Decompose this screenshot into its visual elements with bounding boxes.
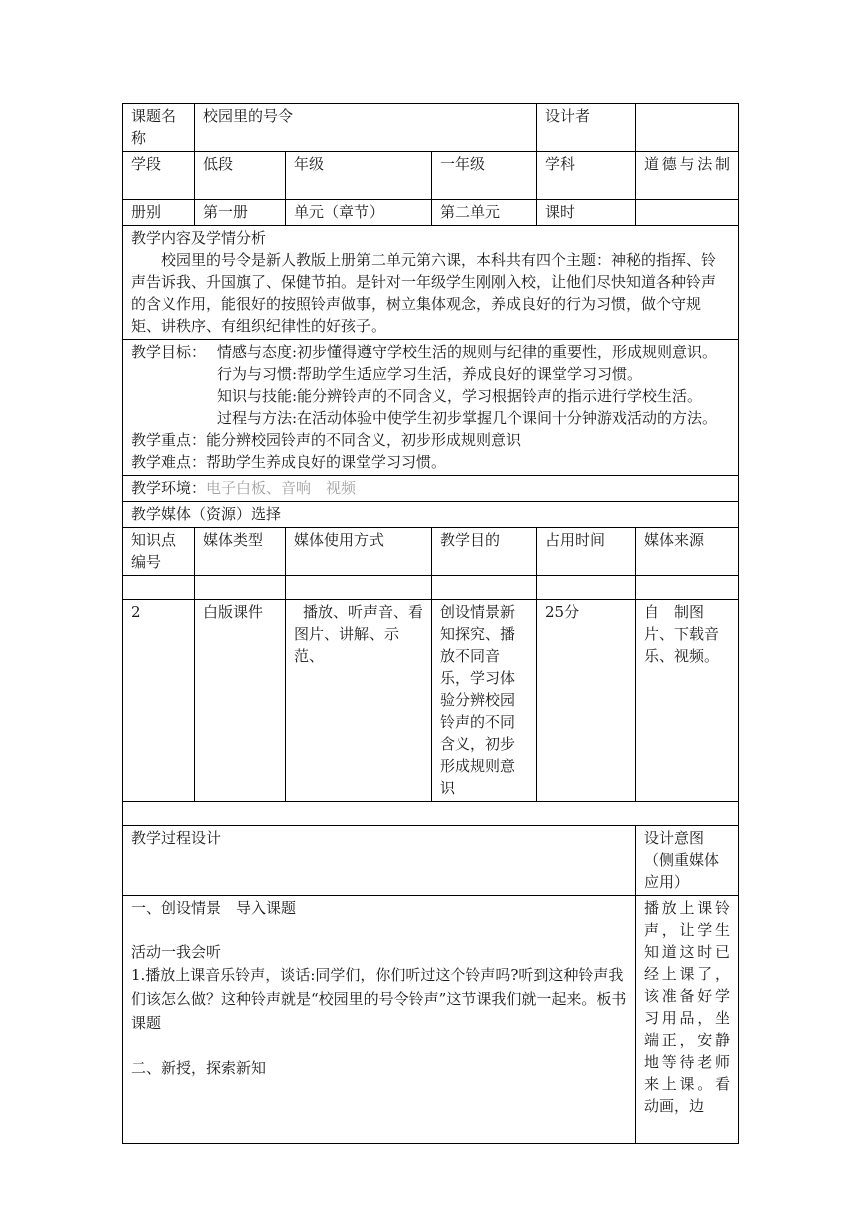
step1-heading: 一、创设情景 导入课题 (131, 899, 297, 917)
media-empty-cell (432, 576, 537, 600)
media-empty-cell (286, 576, 432, 600)
blank-line (131, 1035, 627, 1057)
media-row-purpose: 创设情景新知探究、播放不同音乐，学习体验分辨校园铃声的不同含义，初步形成规则意识 (432, 600, 537, 802)
media-row-time: 25分 (537, 600, 636, 802)
intent-title: 设计意图（侧重媒体应用） (636, 826, 739, 896)
lesson-plan-page (122, 103, 738, 1144)
key-point: 教学重点：能分辨校园铃声的不同含义，初步形成规则意识 (131, 431, 522, 449)
media-row-id: 2 (123, 600, 195, 802)
goals-label: 教学目标： (131, 343, 207, 361)
topic-value: 校园里的号令 (195, 104, 537, 152)
media-row-usage: 播放、听声音、看图片、讲解、示范、 (286, 600, 432, 802)
book-label: 册别 (123, 200, 195, 226)
media-col-source: 媒体来源 (636, 528, 739, 576)
step1-item1: 1.播放上课音乐铃声，谈话:同学们，你们听过这个铃声吗?听到这种铃声我们该怎么做？这种铃声就是“校园里的号令铃声”这节课我们就一起来。板书课题 (131, 966, 627, 1032)
analysis-title: 教学内容及学情分析 (131, 229, 267, 247)
media-empty-cell (123, 576, 195, 600)
environment-label: 教学环境： (131, 479, 207, 497)
designer-value (636, 104, 739, 152)
media-empty-cell (195, 576, 286, 600)
media-col-id: 知识点编号 (123, 528, 195, 576)
grade-label: 年级 (286, 152, 432, 200)
goal-knowledge: 知识与技能:能分辨铃声的不同含义，学习根据铃声的指示进行学校生活。 (217, 387, 703, 405)
blank-line (131, 919, 627, 941)
goals-section (123, 340, 739, 476)
media-col-time: 占用时间 (537, 528, 636, 576)
media-empty-cell (636, 576, 739, 600)
goal-row-1 (131, 341, 730, 363)
grade-value: 一年级 (432, 152, 537, 200)
period-label: 课时 (537, 200, 636, 226)
stage-label: 学段 (123, 152, 195, 200)
unit-value: 第二单元 (432, 200, 537, 226)
analysis-body: 校园里的号令是新人教版上册第二单元第六课，本科共有四个主题：神秘的指挥、铃声告诉我、升国旗了、保健节拍。是针对一年级学生刚刚入校，让他们尽快知道各种铃声的含义作用，能很好的按照铃声做事，树立集体观念，养成良好的行为习惯，做个守规矩、讲秩序、有组织纪律性的好孩子。 (131, 251, 717, 335)
media-empty-cell (537, 576, 636, 600)
subject-label: 学科 (537, 152, 636, 200)
step2-heading: 二、新授，探索新知 (131, 1059, 267, 1077)
intent-body: 播放上课铃声，让学生知道这时已经上课了，该准备好学习用品，坐端正，安静地等待老师来上课。看动画，边 (636, 896, 739, 1144)
activity-heading: 活动一我会听 (131, 943, 222, 961)
unit-label: 单元（章节） (286, 200, 432, 226)
media-row-type: 白版课件 (195, 600, 286, 802)
goal-process: 过程与方法:在活动体验中使学生初步掌握几个课间十分钟游戏活动的方法。 (217, 409, 718, 427)
goal-behavior: 行为与习惯:帮助学生适应学习生活，养成良好的课堂学习习惯。 (217, 365, 643, 383)
analysis-section (123, 226, 739, 340)
media-col-type: 媒体类型 (195, 528, 286, 576)
process-body (123, 896, 636, 1144)
designer-label: 设计者 (537, 104, 636, 152)
media-col-purpose: 教学目的 (432, 528, 537, 576)
media-col-usage: 媒体使用方式 (286, 528, 432, 576)
topic-label: 课题名称 (123, 104, 195, 152)
book-value: 第一册 (195, 200, 286, 226)
goal-attitude: 情感与态度:初步懂得遵守学校生活的规则与纪律的重要性，形成规则意识。 (217, 343, 718, 361)
lesson-plan-table (122, 103, 739, 1144)
environment-row (123, 476, 739, 502)
process-title: 教学过程设计 (123, 826, 636, 896)
stage-value: 低段 (195, 152, 286, 200)
spacer-row (123, 802, 739, 826)
media-title: 教学媒体（资源）选择 (123, 502, 739, 528)
environment-value: 电子白板、音响 视频 (206, 479, 357, 497)
difficulty: 教学难点：帮助学生养成良好的课堂学习习惯。 (131, 453, 447, 471)
period-value (636, 200, 739, 226)
subject-value: 道德与法制 (636, 152, 739, 200)
media-row-source: 自 制图片、下载音乐、视频。 (636, 600, 739, 802)
